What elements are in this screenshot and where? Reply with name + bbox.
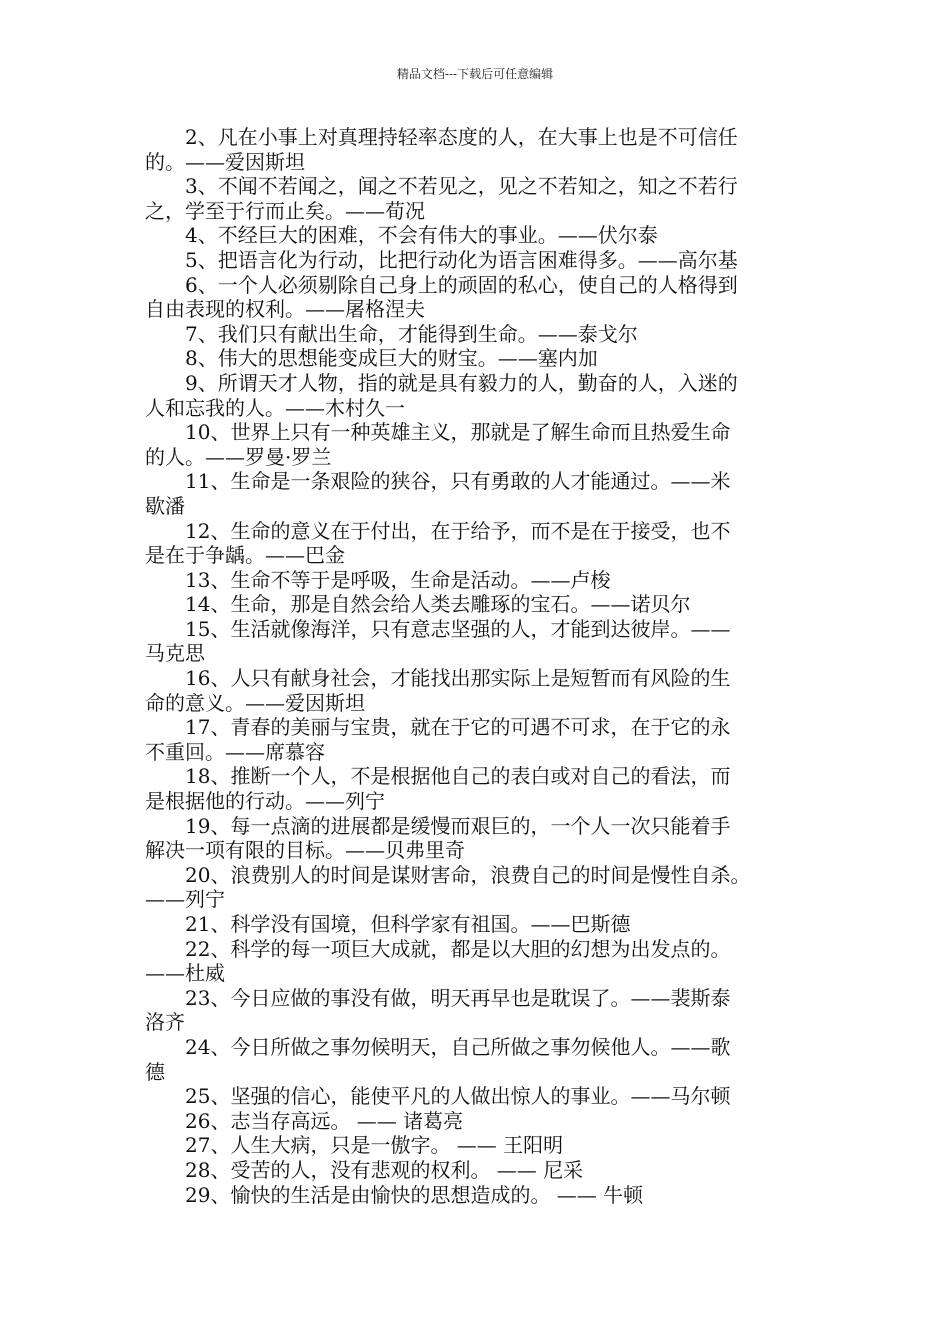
quote-item: 2、凡在小事上对真理持轻率态度的人，在大事上也是不可信任 的。——爱因斯坦 (145, 125, 738, 174)
quote-item: 25、坚强的信心，能使平凡的人做出惊人的事业。——马尔顿 (185, 1084, 731, 1109)
quote-item: 15、生活就像海洋，只有意志坚强的人，才能到达彼岸。—— 马克思 (145, 616, 731, 666)
quote-item: 13、生命不等于是呼吸，生命是活动。——卢梭 (185, 567, 611, 592)
quote-item: 11、生命是一条艰险的狭谷，只有勇敢的人才能通过。——米 歇潘 (145, 469, 731, 518)
quote-item: 24、今日所做之事勿候明天，自己所做之事勿候他人。——歌 德 (145, 1034, 731, 1084)
quote-item: 28、受苦的人，没有悲观的权利。 —— 尼采 (185, 1157, 584, 1182)
quote-item: 8、伟大的思想能变成巨大的财宝。——塞内加 (185, 346, 598, 371)
quote-item: 17、青春的美丽与宝贵，就在于它的可遇不可求，在于它的永 不重回。——席慕容 (145, 715, 731, 764)
quote-item: 3、不闻不若闻之，闻之不若见之，见之不若知之，知之不若行 之，学至于行而止矣。——荀况 (145, 174, 738, 223)
quote-item: 6、一个人必须剔除自己身上的顽固的私心，使自己的人格得到 自由表现的权利。——屠格涅夫 (145, 272, 738, 322)
quote-item: 10、世界上只有一种英雄主义，那就是了解生命而且热爱生命 的人。——罗曼·罗兰 (145, 420, 731, 469)
quote-item: 7、我们只有献出生命，才能得到生命。——泰戈尔 (185, 321, 638, 346)
quote-item: 9、所谓天才人物，指的就是具有毅力的人，勤奋的人，入迷的 人和忘我的人。——木村久一 (145, 370, 738, 420)
quote-item: 19、每一点滴的进展都是缓慢而艰巨的，一个人一次只能着手 解决一项有限的目标。——贝弗里奇 (145, 813, 731, 863)
quote-item: 26、志当存高远。 —— 诸葛亮 (185, 1108, 464, 1133)
quote-item: 16、人只有献身社会，才能找出那实际上是短暂而有风险的生 命的意义。——爱因斯坦 (145, 666, 731, 715)
quote-list (145, 125, 815, 1207)
header-text: 精品文档---下载后可任意编辑 (396, 67, 554, 81)
quote-item: 5、把语言化为行动，比把行动化为语言困难得多。——高尔基 (185, 247, 738, 272)
page-header (0, 66, 950, 82)
quote-item: 4、不经巨大的困难，不会有伟大的事业。——伏尔泰 (185, 223, 658, 248)
quote-item: 21、科学没有国境，但科学家有祖国。——巴斯德 (185, 912, 631, 936)
quote-item: 29、愉快的生活是由愉快的思想造成的。 —— 牛顿 (185, 1182, 644, 1207)
quote-item: 20、浪费别人的时间是谋财害命，浪费自己的时间是慢性自杀。 ——列宁 (145, 862, 751, 912)
quote-item: 23、今日应做的事没有做，明天再早也是耽误了。——裴斯泰 洛齐 (145, 985, 731, 1035)
quote-item: 22、科学的每一项巨大成就，都是以大胆的幻想为出发点的。 ——杜威 (145, 936, 731, 986)
quote-item: 14、生命，那是自然会给人类去雕琢的宝石。——诺贝尔 (185, 592, 691, 617)
quote-item: 12、生命的意义在于付出，在于给予，而不是在于接受，也不 是在于争龋。——巴金 (145, 518, 731, 568)
quote-item: 27、人生大病，只是一傲字。 —— 王阳明 (185, 1133, 564, 1158)
quote-item: 18、推断一个人，不是根据他自己的表白或对自己的看法，而 是根据他的行动。——列宁 (145, 764, 731, 814)
